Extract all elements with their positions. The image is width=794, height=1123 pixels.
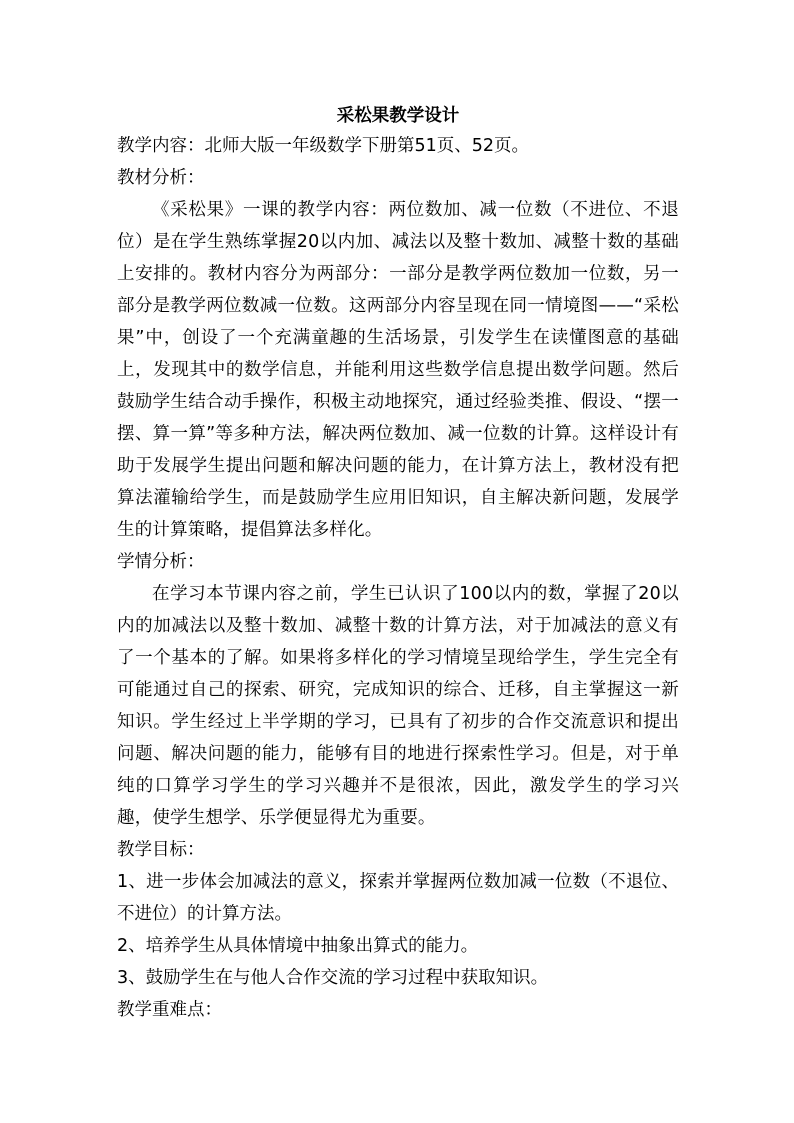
student-analysis-heading: 学情分析： bbox=[117, 552, 205, 572]
document-title: 采松果教学设计 bbox=[336, 106, 460, 126]
material-analysis-heading: 教材分析： bbox=[117, 168, 205, 188]
teaching-content-line: 教学内容：北师大版一年级数学下册第51页、52页。 bbox=[117, 136, 530, 156]
material-analysis-paragraph: 《采松果》一课的教学内容：两位数加、减一位数（不进位、不退位）是在学生熟练掌握20以内加、减法以及整十数加、减整十数的基础上安排的。教材内容分为两部分：一部分是教学两位数加一位数，另一部分是教学两位数减一位数。这两部分内容呈现在同一情境图——“采松果”中，创设了一个充满童趣的生活场景，引发学生在读懂图意的基础上，发现其中的数学信息，并能利用这些数学信息提出数学问题。然后鼓励学生结合动手操作，积极主动地探究，通过经验类推、假设、“摆一摆、算一算”等多种方法，解决两位数加、减一位数的计算。这样设计有助于发展学生提出问题和解决问题的能力，在计算方法上，教材没有把算法灌输给学生，而是鼓励学生应用旧知识，自主解决新问题，发展学生的计算策略，提倡算法多样化。 bbox=[117, 200, 679, 540]
teaching-goal-2: 2、培养学生从具体情境中抽象出算式的能力。 bbox=[117, 936, 479, 956]
teaching-goal-3: 3、鼓励学生在与他人合作交流的学习过程中获取知识。 bbox=[117, 968, 549, 988]
teaching-goal-1: 1、进一步体会加减法的意义，探索并掌握两位数加减一位数（不退位、不进位）的计算方法。 bbox=[117, 872, 679, 924]
key-points-heading: 教学重难点： bbox=[117, 1000, 222, 1020]
teaching-goals-heading: 教学目标： bbox=[117, 840, 205, 860]
student-analysis-paragraph: 在学习本节课内容之前，学生已认识了100以内的数，掌握了20以内的加减法以及整十数加、减整十数的计算方法，对于加减法的意义有了一个基本的了解。如果将多样化的学习情境呈现给学生，学生完全有可能通过自己的探索、研究，完成知识的综合、迁移，自主掌握这一新知识。学生经过上半学期的学习，已具有了初步的合作交流意识和提出问题、解决问题的能力，能够有目的地进行探索性学习。但是，对于单纯的口算学习学生的学习兴趣并不是很浓，因此，激发学生的学习兴趣，使学生想学、乐学便显得尤为重要。 bbox=[117, 584, 679, 828]
document-page bbox=[117, 100, 679, 1026]
